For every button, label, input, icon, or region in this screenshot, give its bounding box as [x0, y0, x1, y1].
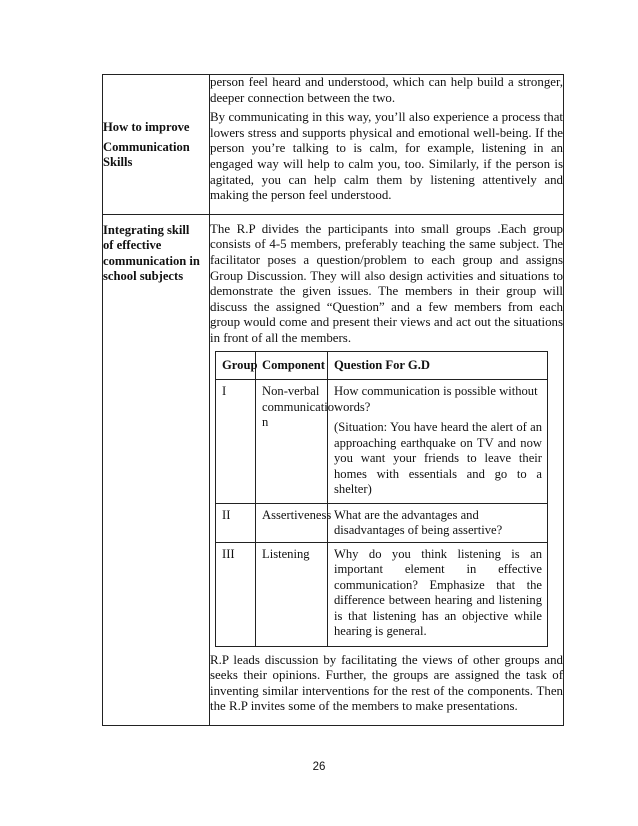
question-cell: Why do you think listening is an important element in effective communication? Emphasize that the difference between hearing and listening is that listening has an objective while hearing is general.: [328, 542, 548, 646]
table-row: [103, 214, 564, 725]
page-number: 26: [312, 761, 326, 773]
paragraph: R.P leads discussion by facilitating the views of other groups and seeks their opinions. Further, the groups are assigned the task of inventing similar interventions for the rest of the components. Then the R.P invites some of the members to make presentations.: [210, 652, 563, 714]
question-text: How communication is possible without words?: [334, 384, 538, 414]
component-cell: Non-verbal communicatio n: [256, 380, 328, 504]
group-cell: II: [216, 503, 256, 542]
column-header: Component: [256, 351, 328, 380]
paragraph: The R.P divides the participants into small groups .Each group consists of 4-5 members, preferably teaching the same subject. The facilitator poses a question/problem to each group and assigns Group Discussion. They will also design activities and situations to demonstrate the given issues. The members in their group will discuss the assigned “Question” and a few members from each group would come and present their views and act out the situations in front of all the members.: [210, 221, 563, 345]
paragraph: By communicating in this way, you’ll also experience a process that lowers stress and supports physical and emotional well-being. If the person you’re talking to is calm, for example, listening in an engaged way will help to calm you, too. Similarly, if the person is agitated, you can help calm them by listening attentively and making the person feel understood.: [210, 110, 563, 203]
question-cell: [328, 380, 548, 504]
table-row: [103, 75, 564, 215]
column-header: Question For G.D: [328, 351, 548, 380]
group-cell: I: [216, 380, 256, 504]
question-cell: What are the advantages and disadvantages of being assertive?: [328, 503, 548, 542]
row-content-cell: [210, 214, 564, 725]
row-heading-cell: [103, 75, 210, 215]
table-header-row: [216, 351, 548, 380]
table-row: [216, 503, 548, 542]
component-cell: Listening: [256, 542, 328, 646]
component-cell: Assertiveness: [256, 503, 328, 542]
row-heading: How to improve: [103, 120, 190, 134]
paragraph: person feel heard and understood, which can help build a stronger, deeper connection between the two.: [210, 75, 563, 105]
row-heading: Integrating skill of effective communication in school subjects: [103, 222, 200, 284]
table-row: [216, 380, 548, 504]
table-row: [216, 542, 548, 646]
situation-text: (Situation: You have heard the alert of an approaching earthquake on TV and now you want your friends to leave their homes with essentials and go to a shelter): [334, 420, 542, 496]
row-heading: Communication Skills: [103, 139, 190, 169]
group-cell: III: [216, 542, 256, 646]
group-discussion-table: [215, 351, 548, 647]
column-header: Group: [216, 351, 256, 380]
row-heading-cell: [103, 214, 210, 725]
content-table: [102, 74, 564, 726]
row-content-cell: [210, 75, 564, 215]
